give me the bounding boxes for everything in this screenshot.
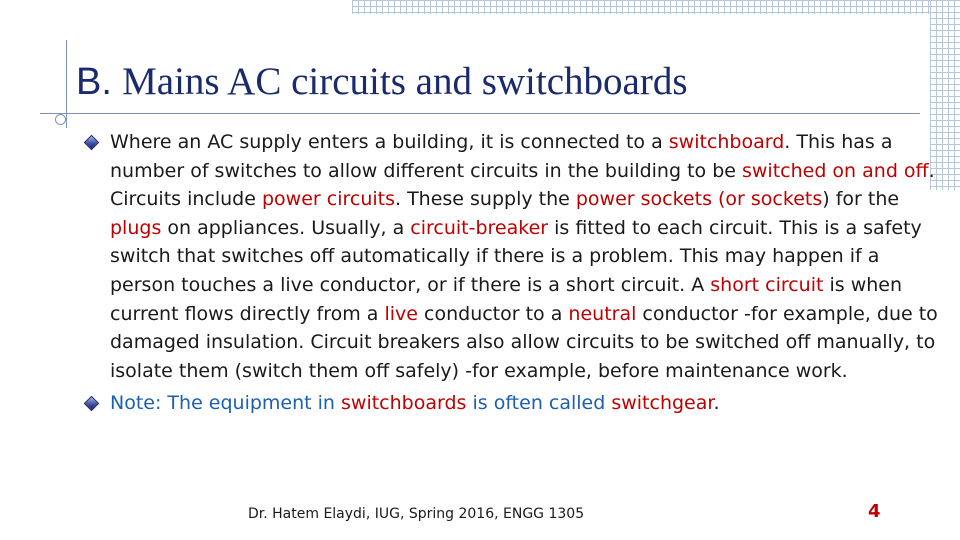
highlight-neutral: neutral bbox=[568, 302, 637, 325]
text-span: conductor to a bbox=[417, 302, 569, 325]
note-text-span: . bbox=[713, 392, 720, 415]
text-span: . These supply the bbox=[394, 188, 576, 211]
highlight-short-circuit: short circuit bbox=[710, 273, 824, 296]
slide-title bbox=[76, 62, 688, 101]
highlight-switchboards: switchboards bbox=[341, 392, 467, 415]
note-text-span: is often called bbox=[466, 392, 612, 415]
text-span: ) for the bbox=[822, 188, 900, 211]
text-span: is fitted to each circuit. This is a safety switch that switches off automatically if there is a problem. This may happen if a person touches a live conductor, or if there is a short circuit. A bbox=[110, 216, 922, 296]
highlight-live: live bbox=[384, 302, 418, 325]
diamond-bullet-icon bbox=[84, 396, 100, 412]
footer-text: Dr. Hatem Elaydi, IUG, Spring 2016, ENGG 1305 bbox=[248, 506, 585, 522]
highlight-switched-on-off: switched on and off bbox=[741, 159, 929, 182]
bullet-paragraph-main bbox=[86, 128, 938, 385]
highlight-power-circuits: power circuits bbox=[261, 188, 395, 211]
title-vertical-rule bbox=[66, 40, 67, 128]
text-span: . Circuits include bbox=[110, 159, 935, 211]
decorative-grid-band bbox=[352, 0, 960, 14]
highlight-circuit-breaker: circuit-breaker bbox=[410, 216, 549, 239]
title-horizontal-rule bbox=[40, 113, 920, 114]
slide-body bbox=[86, 128, 938, 418]
page-number: 4 bbox=[868, 501, 881, 522]
highlight-switchgear: switchgear bbox=[611, 392, 714, 415]
highlight-switchboard: switchboard bbox=[668, 131, 785, 153]
highlight-power-sockets: power sockets (or sockets bbox=[575, 188, 823, 211]
text-span: conductor -for example, due to damaged insulation. Circuit breakers also allow circuits to be switched off manually, to isolate them (switch them off safely) -for example, before maintenance work. bbox=[110, 302, 938, 382]
note-text-span: Note: The equipment in bbox=[110, 392, 342, 415]
text-span: is when current flows directly from a bbox=[110, 273, 903, 325]
highlight-plugs: plugs bbox=[110, 216, 162, 239]
title-label: B. bbox=[76, 61, 112, 103]
diamond-bullet-icon bbox=[84, 135, 100, 151]
text-span: on appliances. Usually, a bbox=[161, 216, 411, 239]
text-span: Where an AC supply enters a building, it is connected to a bbox=[110, 131, 669, 153]
title-rule-circle-icon bbox=[55, 114, 66, 125]
text-span: . This has a number of switches to allow different circuits in the building to be bbox=[110, 131, 893, 182]
title-text: Mains AC circuits and switchboards bbox=[122, 60, 688, 103]
bullet-paragraph-note bbox=[86, 389, 938, 418]
